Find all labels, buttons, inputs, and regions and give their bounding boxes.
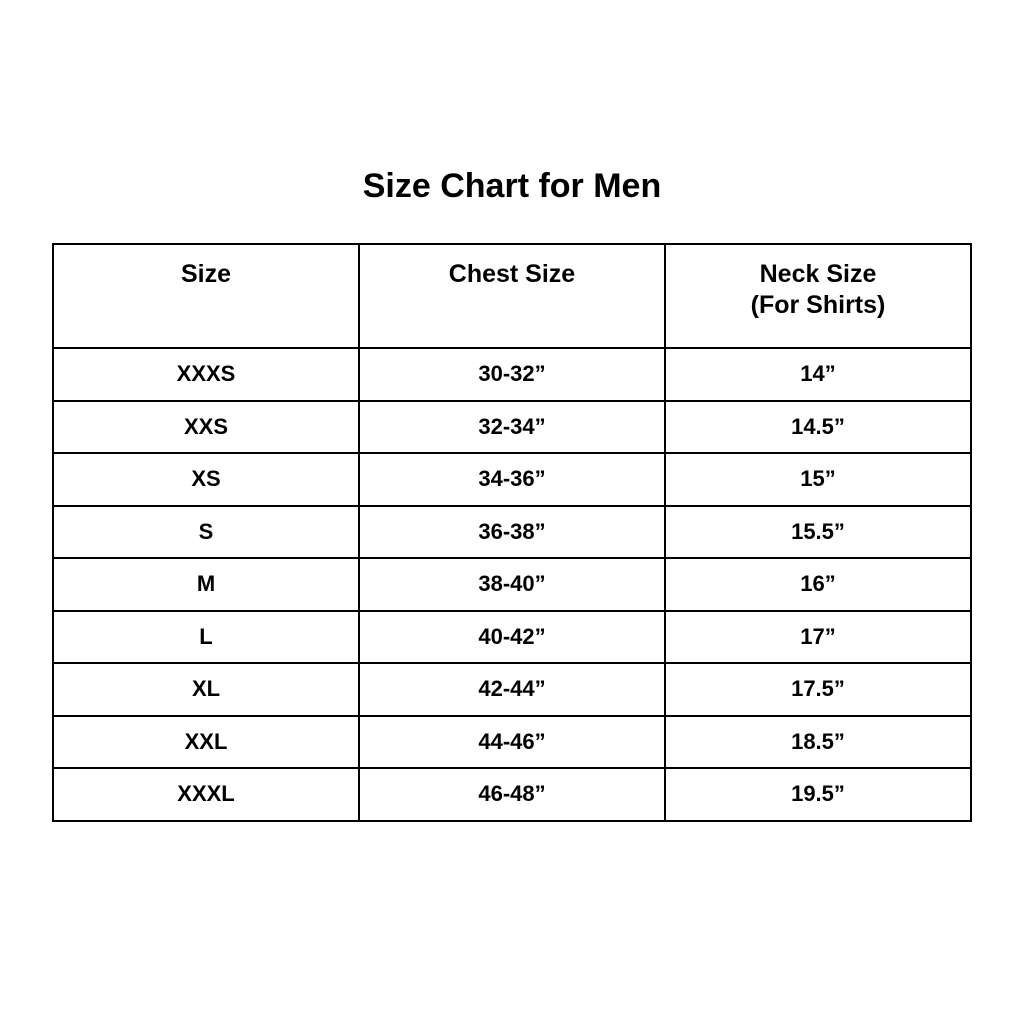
cell-neck: 18.5” (665, 716, 971, 769)
cell-size: M (53, 558, 359, 611)
col-header-chest-label: Chest Size (448, 260, 576, 288)
table-row (53, 453, 971, 506)
col-header-neck-line1: Neck Size (759, 260, 877, 288)
page-title: Size Chart for Men (362, 167, 662, 205)
size-table (52, 243, 972, 822)
table-row (53, 401, 971, 454)
cell-chest: 42-44” (359, 663, 665, 716)
cell-chest: 44-46” (359, 716, 665, 769)
cell-chest: 30-32” (359, 348, 665, 401)
cell-size: XXXL (53, 768, 359, 821)
cell-neck: 17.5” (665, 663, 971, 716)
cell-neck: 16” (665, 558, 971, 611)
cell-neck: 19.5” (665, 768, 971, 821)
cell-chest: 36-38” (359, 506, 665, 559)
cell-size: XXL (53, 716, 359, 769)
cell-size: XXXS (53, 348, 359, 401)
col-header-size (53, 244, 359, 348)
col-header-chest (359, 244, 665, 348)
cell-size: L (53, 611, 359, 664)
cell-neck: 17” (665, 611, 971, 664)
cell-chest: 34-36” (359, 453, 665, 506)
cell-neck: 15.5” (665, 506, 971, 559)
cell-chest: 40-42” (359, 611, 665, 664)
cell-size: S (53, 506, 359, 559)
cell-neck: 14.5” (665, 401, 971, 454)
table-row (53, 348, 971, 401)
cell-size: XL (53, 663, 359, 716)
cell-chest: 46-48” (359, 768, 665, 821)
table-row (53, 558, 971, 611)
table-row (53, 611, 971, 664)
table-row (53, 768, 971, 821)
table-row (53, 716, 971, 769)
cell-size: XXS (53, 401, 359, 454)
cell-neck: 14” (665, 348, 971, 401)
table-body (53, 348, 971, 821)
cell-chest: 38-40” (359, 558, 665, 611)
table-row (53, 663, 971, 716)
col-header-neck (665, 244, 971, 348)
header-row (53, 244, 971, 348)
cell-neck: 15” (665, 453, 971, 506)
table-header (53, 244, 971, 348)
col-header-size-label: Size (180, 260, 232, 288)
cell-size: XS (53, 453, 359, 506)
cell-chest: 32-34” (359, 401, 665, 454)
col-header-neck-line2: (For Shirts) (750, 291, 886, 319)
table-row (53, 506, 971, 559)
